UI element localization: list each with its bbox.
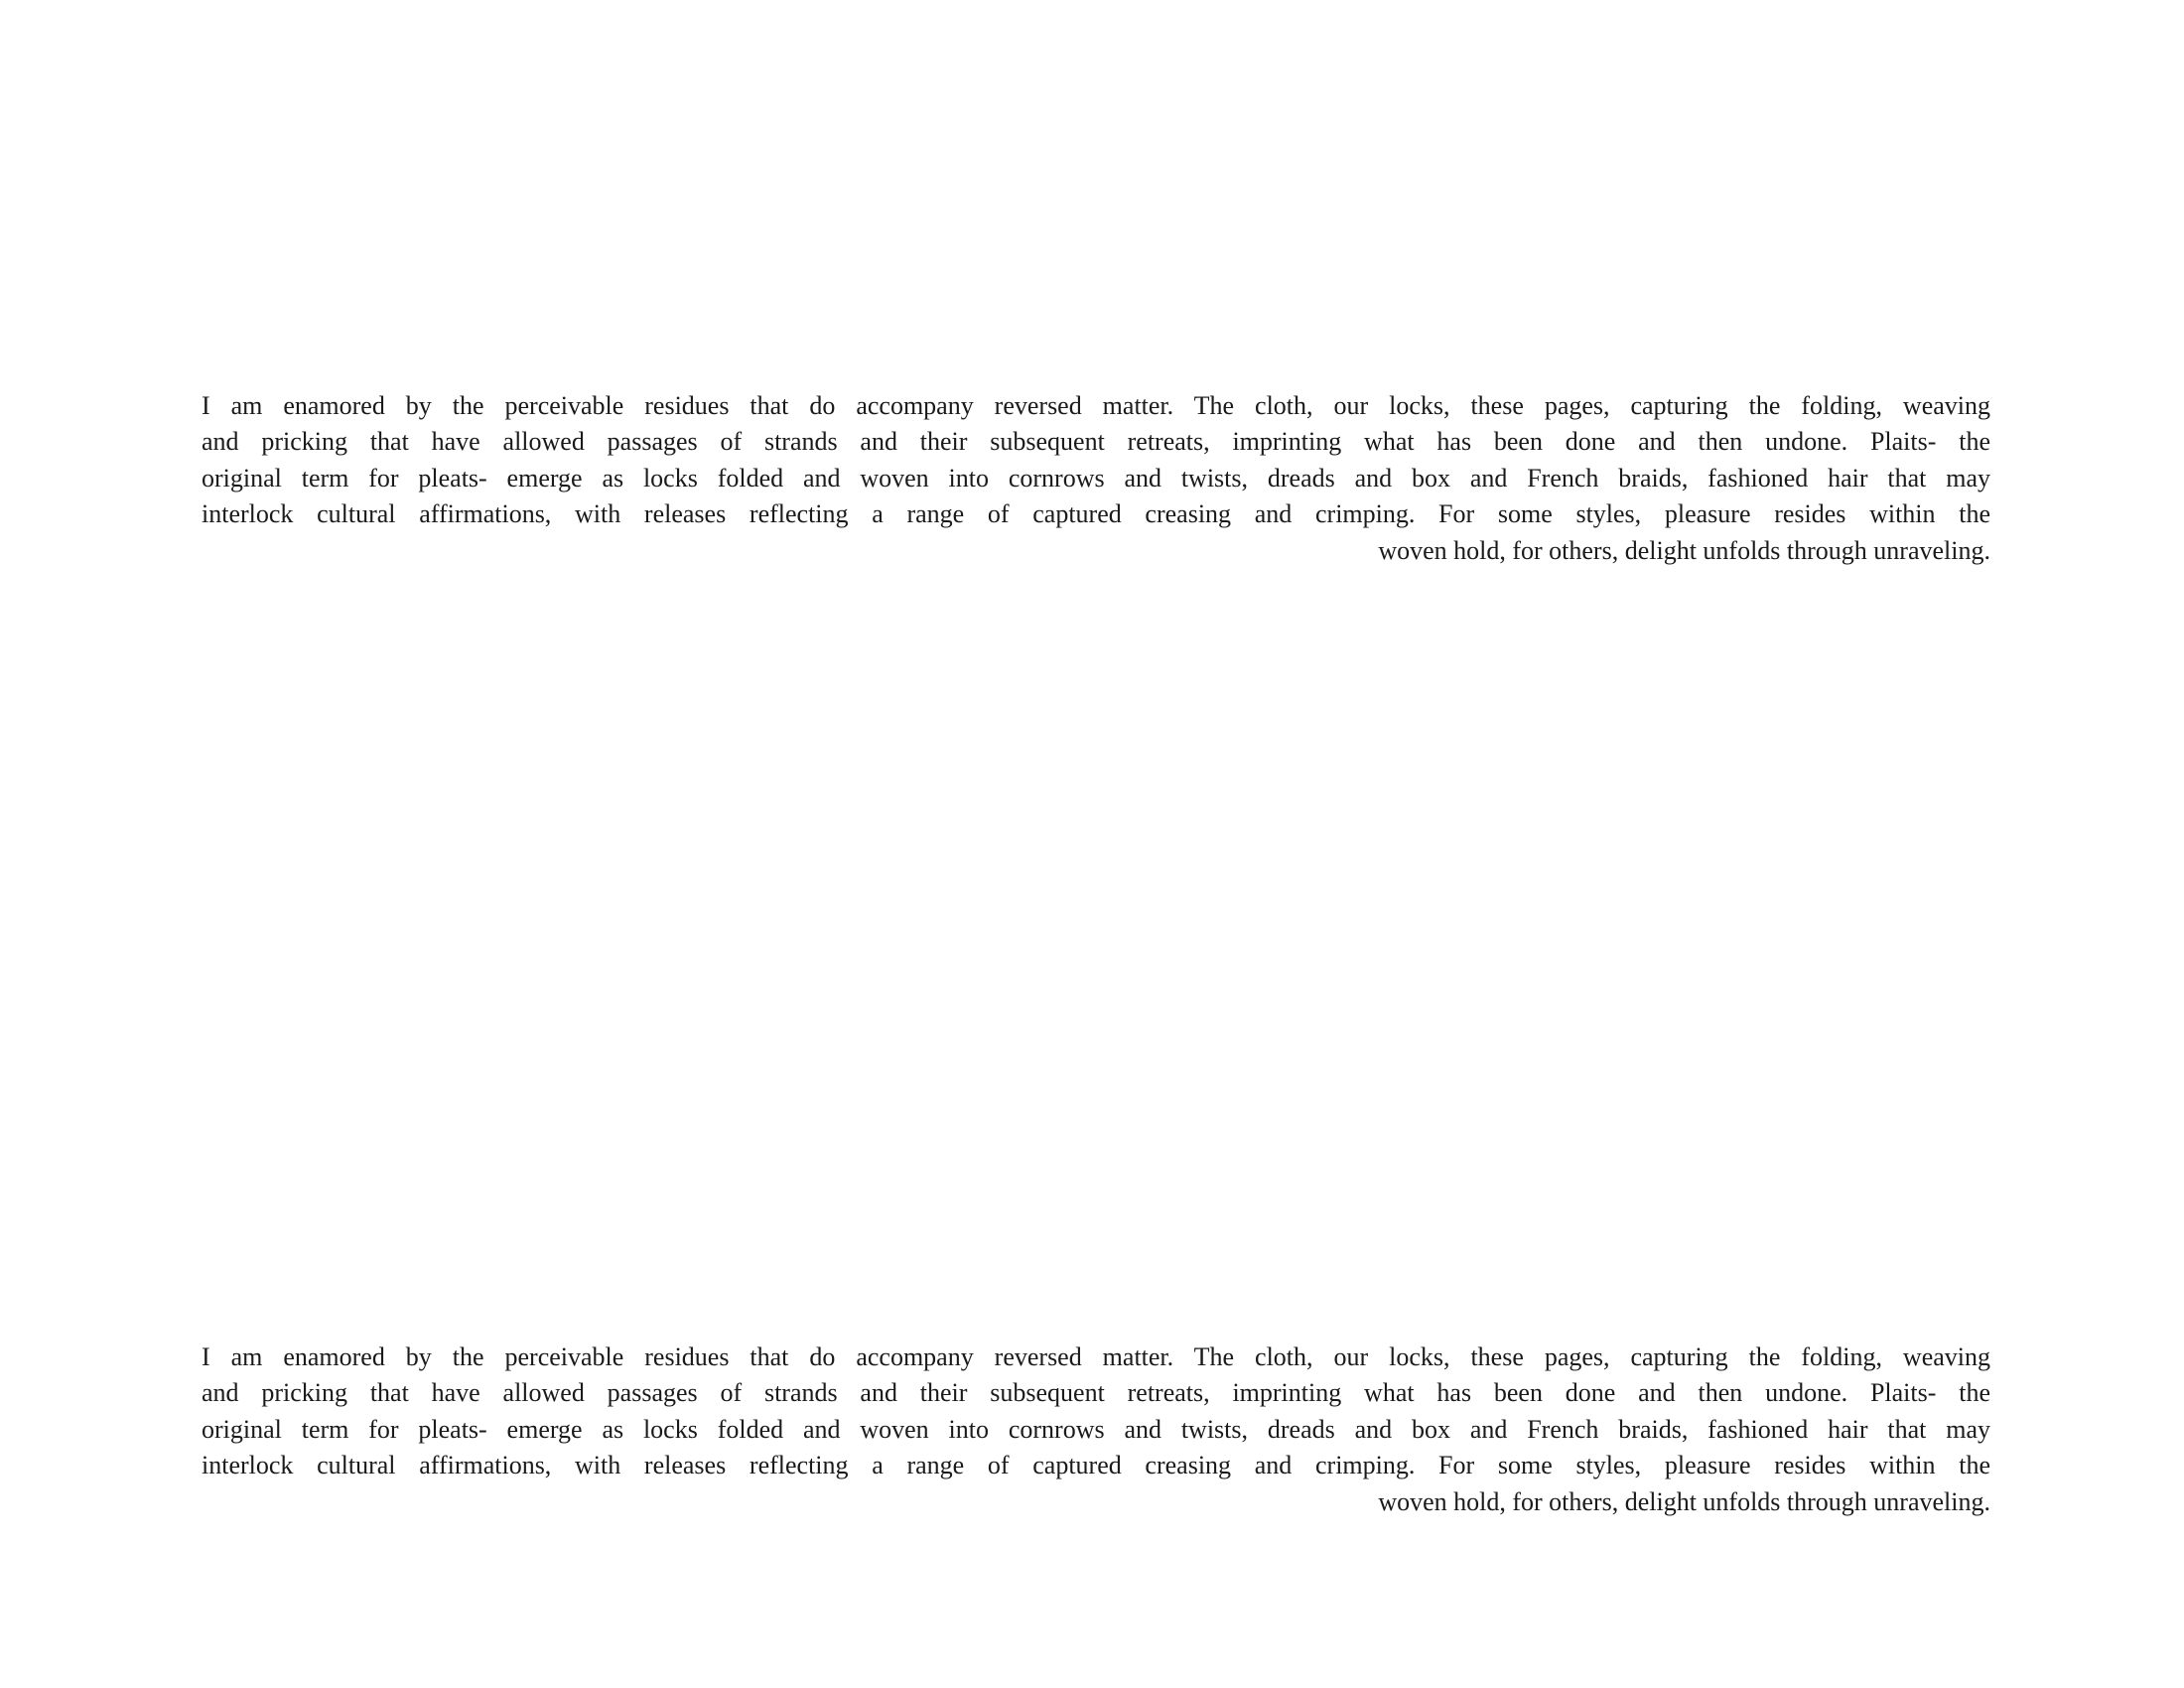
passage-line: interlock cultural affirmations, with releases reflecting a range of captured creasing and crimping. For some styles, pleasure resides within the (202, 1451, 1990, 1480)
text-passage-bottom (202, 1339, 1990, 1520)
passage-line: and pricking that have allowed passages of strands and their subsequent retreats, imprinting what has been done and then undone. Plaits- the (202, 1378, 1990, 1408)
text-passage-top (202, 388, 1990, 569)
passage-line: I am enamored by the perceivable residues that do accompany reversed matter. The cloth, our locks, these pages, capturing the folding, weaving (202, 391, 1990, 420)
passage-line: original term for pleats- emerge as locks folded and woven into cornrows and twists, dreads and box and French braids, fashioned hair that may (202, 463, 1990, 492)
passage-line: I am enamored by the perceivable residues that do accompany reversed matter. The cloth, our locks, these pages, capturing the folding, weaving (202, 1342, 1990, 1371)
passage-line: interlock cultural affirmations, with releases reflecting a range of captured creasing and crimping. For some styles, pleasure resides within the (202, 499, 1990, 529)
passage-line-last: woven hold, for others, delight unfolds through unraveling. (1378, 1486, 1990, 1516)
passage-line: original term for pleats- emerge as locks folded and woven into cornrows and twists, dreads and box and French braids, fashioned hair that may (202, 1414, 1990, 1444)
passage-line: and pricking that have allowed passages of strands and their subsequent retreats, imprinting what has been done and then undone. Plaits- the (202, 427, 1990, 457)
passage-line-last: woven hold, for others, delight unfolds through unraveling. (1378, 535, 1990, 565)
